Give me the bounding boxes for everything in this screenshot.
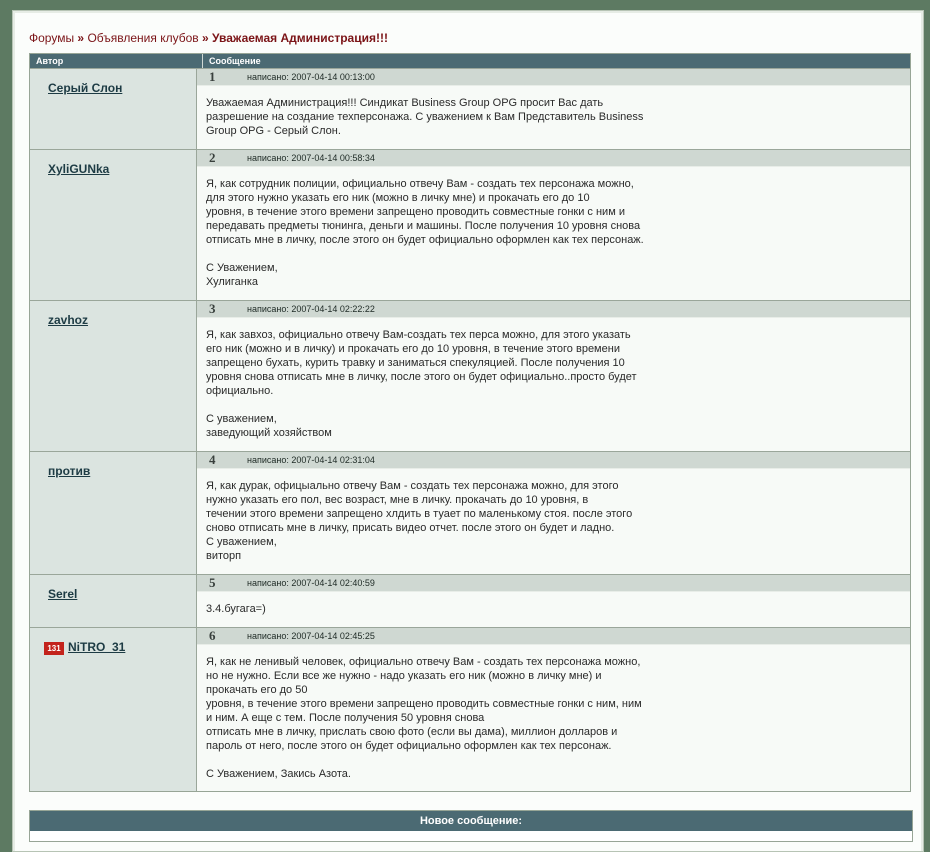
message-text: Я, как завхоз, официально отвечу Вам-создать тех перса можно, для этого указать его ник (можно и в личку) и прокачать его до 10 уровня, в течение этого времени запрещено бухать, курить травку и заниматься спекуляцией. После получения 10 уровня снова отписать мне в личку, после этого он будет официально..просто будет официально. С уважением, заведующий хозяйством: [197, 318, 910, 451]
post-number: 4: [209, 452, 216, 467]
message-header: [197, 628, 910, 645]
new-message-form-area[interactable]: [30, 831, 912, 841]
message-text: Уважаемая Администрация!!! Синдикат Business Group OPG просит Вас дать разрешение на создание техперсонажа. С уважением к Вам Представитель Business Group OPG - Серый Слон.: [197, 86, 910, 149]
posts-table: [29, 53, 911, 792]
message-cell: [197, 69, 910, 149]
breadcrumb-forums-link[interactable]: Форумы: [29, 31, 75, 45]
page-frame: [12, 10, 924, 852]
table-header: [30, 54, 910, 68]
author-link[interactable]: Серый Слон: [48, 81, 123, 95]
new-message-panel: [29, 810, 913, 842]
message-header: [197, 575, 910, 592]
message-header: [197, 150, 910, 167]
breadcrumb-separator: »: [201, 31, 209, 45]
message-text: Я, как дурак, офицыально отвечу Вам - создать тех персонажа можно, для этого нужно указать его пол, вес возраст, мне в личку. прокачать до 10 уровня, в течении этого времени запрещено хлдить в туает по маленькому стоя. после этого сново отписать мне в личку, присать видео отчет. после этого он будет и ладно. С уважением, виторп: [197, 469, 910, 574]
message-text: 3.4.бугага=): [197, 592, 910, 627]
column-header-message: Сообщение: [209, 56, 261, 66]
breadcrumb-current-topic: Уважаемая Администрация!!!: [212, 31, 388, 45]
breadcrumb-section-link[interactable]: Объявления клубов: [87, 31, 199, 45]
post-number: 3: [209, 301, 216, 316]
message-cell: [197, 628, 910, 791]
author-cell: [30, 301, 197, 451]
post-row: [30, 300, 910, 451]
message-text: Я, как сотрудник полиции, официально отвечу Вам - создать тех персонажа можно, для этого нужно указать его ник (можно в личку мне) и прокачать его до 10 уровня, в течение этого времени запрещено проводить совместные гонки с ним и передавать предметы тюнинга, деньги и машины. После получения 10 уровня снова отписать мне в личку, после этого он будет официально оформлен как тех персонаж. С Уважением, Хулиганка: [197, 167, 910, 300]
author-link[interactable]: против: [48, 464, 91, 478]
author-link[interactable]: XyliGUNka: [48, 162, 110, 176]
post-number: 1: [209, 69, 216, 84]
post-date: написано: 2007-04-14 02:45:25: [247, 631, 375, 641]
author-cell: [30, 575, 197, 627]
message-header: [197, 69, 910, 86]
author-cell: [30, 452, 197, 574]
author-cell: [30, 150, 197, 300]
message-cell: [197, 575, 910, 627]
content-area: [15, 13, 921, 851]
message-text: Я, как не ленивый человек, официально отвечу Вам - создать тех персонажа можно, но не нужно. Если все же нужно - надо указать его ник (можно в личку мне) и прокачать его до 50 уровня, в течение этого времени запрещено проводить совместные гонки с ним, ним и ним. А еще с тем. После получения 50 уровня снова отписать мне в личку, прислать свою фото (если вы дама), миллион долларов и пароль от него, после этого он будет официально оформлен как тех персонаж. С Уважением, Закись Азота.: [197, 645, 910, 791]
message-cell: [197, 150, 910, 300]
post-row: [30, 627, 910, 791]
user-rank-badge: 131: [44, 642, 64, 655]
new-message-title: Новое сообщение:: [419, 815, 523, 827]
message-header: [197, 301, 910, 318]
author-link[interactable]: Serel: [48, 587, 78, 601]
post-date: написано: 2007-04-14 02:22:22: [247, 304, 375, 314]
post-row: [30, 451, 910, 574]
post-row: [30, 68, 910, 149]
post-number: 2: [209, 150, 216, 165]
author-cell: [30, 628, 197, 791]
post-row: [30, 149, 910, 300]
author-link[interactable]: NiTRO_31: [68, 640, 126, 654]
author-link[interactable]: zavhoz: [48, 313, 89, 327]
message-cell: [197, 301, 910, 451]
message-cell: [197, 452, 910, 574]
post-date: написано: 2007-04-14 02:40:59: [247, 578, 375, 588]
breadcrumb: [29, 31, 388, 45]
author-cell: [30, 69, 197, 149]
post-date: написано: 2007-04-14 02:31:04: [247, 455, 375, 465]
message-header: [197, 452, 910, 469]
post-date: написано: 2007-04-14 00:13:00: [247, 72, 375, 82]
post-date: написано: 2007-04-14 00:58:34: [247, 153, 375, 163]
breadcrumb-separator: »: [77, 31, 85, 45]
post-row: [30, 574, 910, 627]
column-header-author: Автор: [30, 54, 203, 68]
post-number: 6: [209, 628, 216, 643]
post-number: 5: [209, 575, 216, 590]
